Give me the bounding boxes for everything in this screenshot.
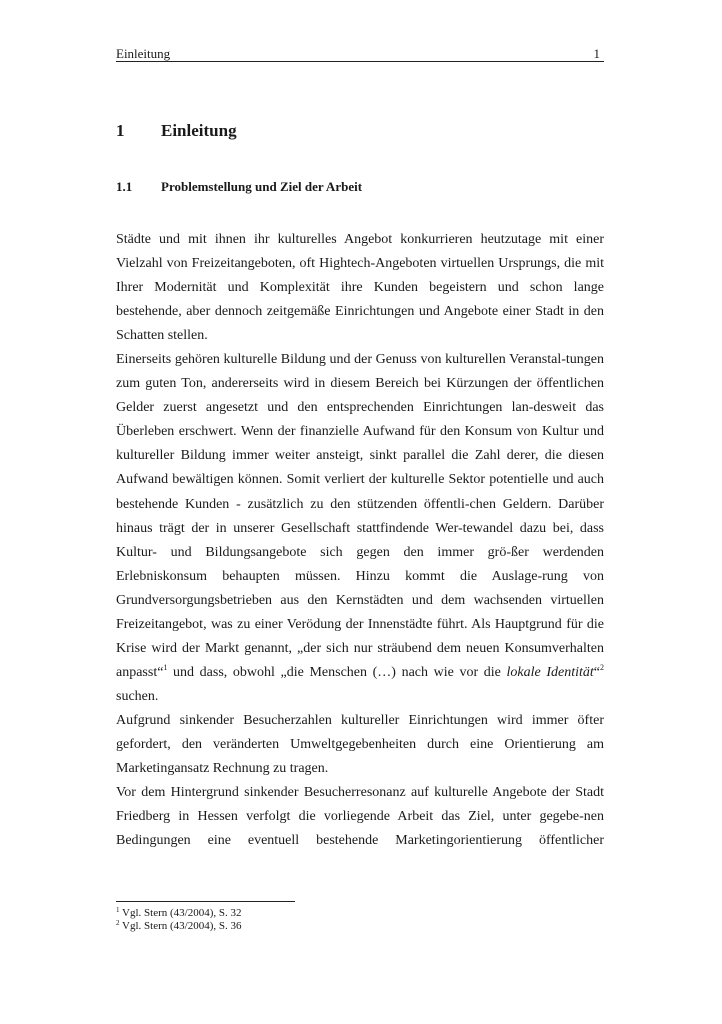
footnote-1-text: Vgl. Stern (43/2004), S. 32 <box>119 907 242 919</box>
running-header <box>116 46 604 62</box>
paragraph-2-part-a: Einerseits gehören kulturelle Bildung und der Genuss von kulturellen Veranstal-tungen zum guten Ton, andererseits wird in diesem Bereich bei Kürzungen der öffentlichen Gelder zuerst angesetzt und den entsprechenden Einrichtungen lan-desweit das Überleben erschwert. Wenn der finanzielle Aufwand für den Konsum von Kultur und kultureller Bildung immer weiter ansteigt, sinkt parallel die Zahl derer, die diesen Aufwand bewältigen können. Somit verliert der kulturelle Sektor potentielle und auch bestehende Kunden - zusätzlich zu den stützenden öffentli-chen Geldern. Darüber hinaus trägt der in unserer Gesellschaft stattfindende Wer-tewandel dazu bei, dass Kultur- und Bildungsangebote sich gegen den immer grö-ßer werdenden Erlebniskonsum behaupten müssen. Hinzu kommt die Auslage-rung von Grundversorgungsbetrieben aus den Kernstädten und dem wachsenden virtuellen Freizeitangebot, was zu einer Verödung der Innenstädte führt. Als Hauptgrund für die Krise wird der Markt genannt, „der sich nur sträubend dem neuen Konsumverhalten anpasst“ <box>116 352 604 680</box>
emphasis-lokale-identitaet: lokale Identität <box>506 664 594 680</box>
running-header-title: Einleitung <box>116 46 171 61</box>
footnote-ref-1: 1 <box>163 662 168 672</box>
chapter-heading <box>116 120 237 142</box>
body-text <box>116 228 604 853</box>
footnote-separator <box>116 901 295 902</box>
section-heading <box>116 178 362 196</box>
paragraph-1: Städte und mit ihnen ihr kulturelles Angebot konkurrieren heutzutage mit einer Vielzahl von Freizeitangeboten, oft Hightech-Angeboten virtuellen Ursprungs, die mit Ihrer Modernität und Komplexität ihre Kunden begeistern und schon lange bestehende, aber dennoch zeitgemäße Einrichtungen und Angebote einer Stadt in den Schatten stellen. <box>116 232 604 344</box>
footnote-1-marker: 1 <box>116 906 120 914</box>
chapter-number: 1 <box>116 121 125 140</box>
footnote-2-text: Vgl. Stern (43/2004), S. 36 <box>119 920 242 932</box>
footnotes <box>116 907 242 933</box>
section-number: 1.1 <box>116 179 133 194</box>
footnote-1 <box>116 907 242 920</box>
footnote-ref-2: 2 <box>599 662 604 672</box>
closing-quote: “ <box>593 664 600 680</box>
paragraph-2 <box>116 348 604 709</box>
chapter-title: Einleitung <box>161 121 237 140</box>
section-title: Problemstellung und Ziel der Arbeit <box>161 179 363 194</box>
paragraph-2-part-b: und dass, obwohl „die Menschen (…) nach wie vor die <box>167 664 507 680</box>
page-number: 1 <box>593 46 600 61</box>
footnote-2 <box>116 920 242 933</box>
paragraph-4: Vor dem Hintergrund sinkender Besucherresonanz auf kulturelle Angebote der Stadt Friedberg in Hessen verfolgt die vorliegende Arbeit das Ziel, unter gegebe-nen Bedingungen eine eventuell bestehende Marketingorientierung öffentlicher <box>116 785 604 849</box>
paragraph-2-part-e: suchen. <box>116 688 159 704</box>
paragraph-3: Aufgrund sinkender Besucherzahlen kultureller Einrichtungen wird immer öfter gefordert, den veränderten Umweltgegebenheiten durch eine Orientierung am Marketingansatz Rechnung zu tragen. <box>116 712 604 777</box>
footnote-2-marker: 2 <box>116 919 120 927</box>
